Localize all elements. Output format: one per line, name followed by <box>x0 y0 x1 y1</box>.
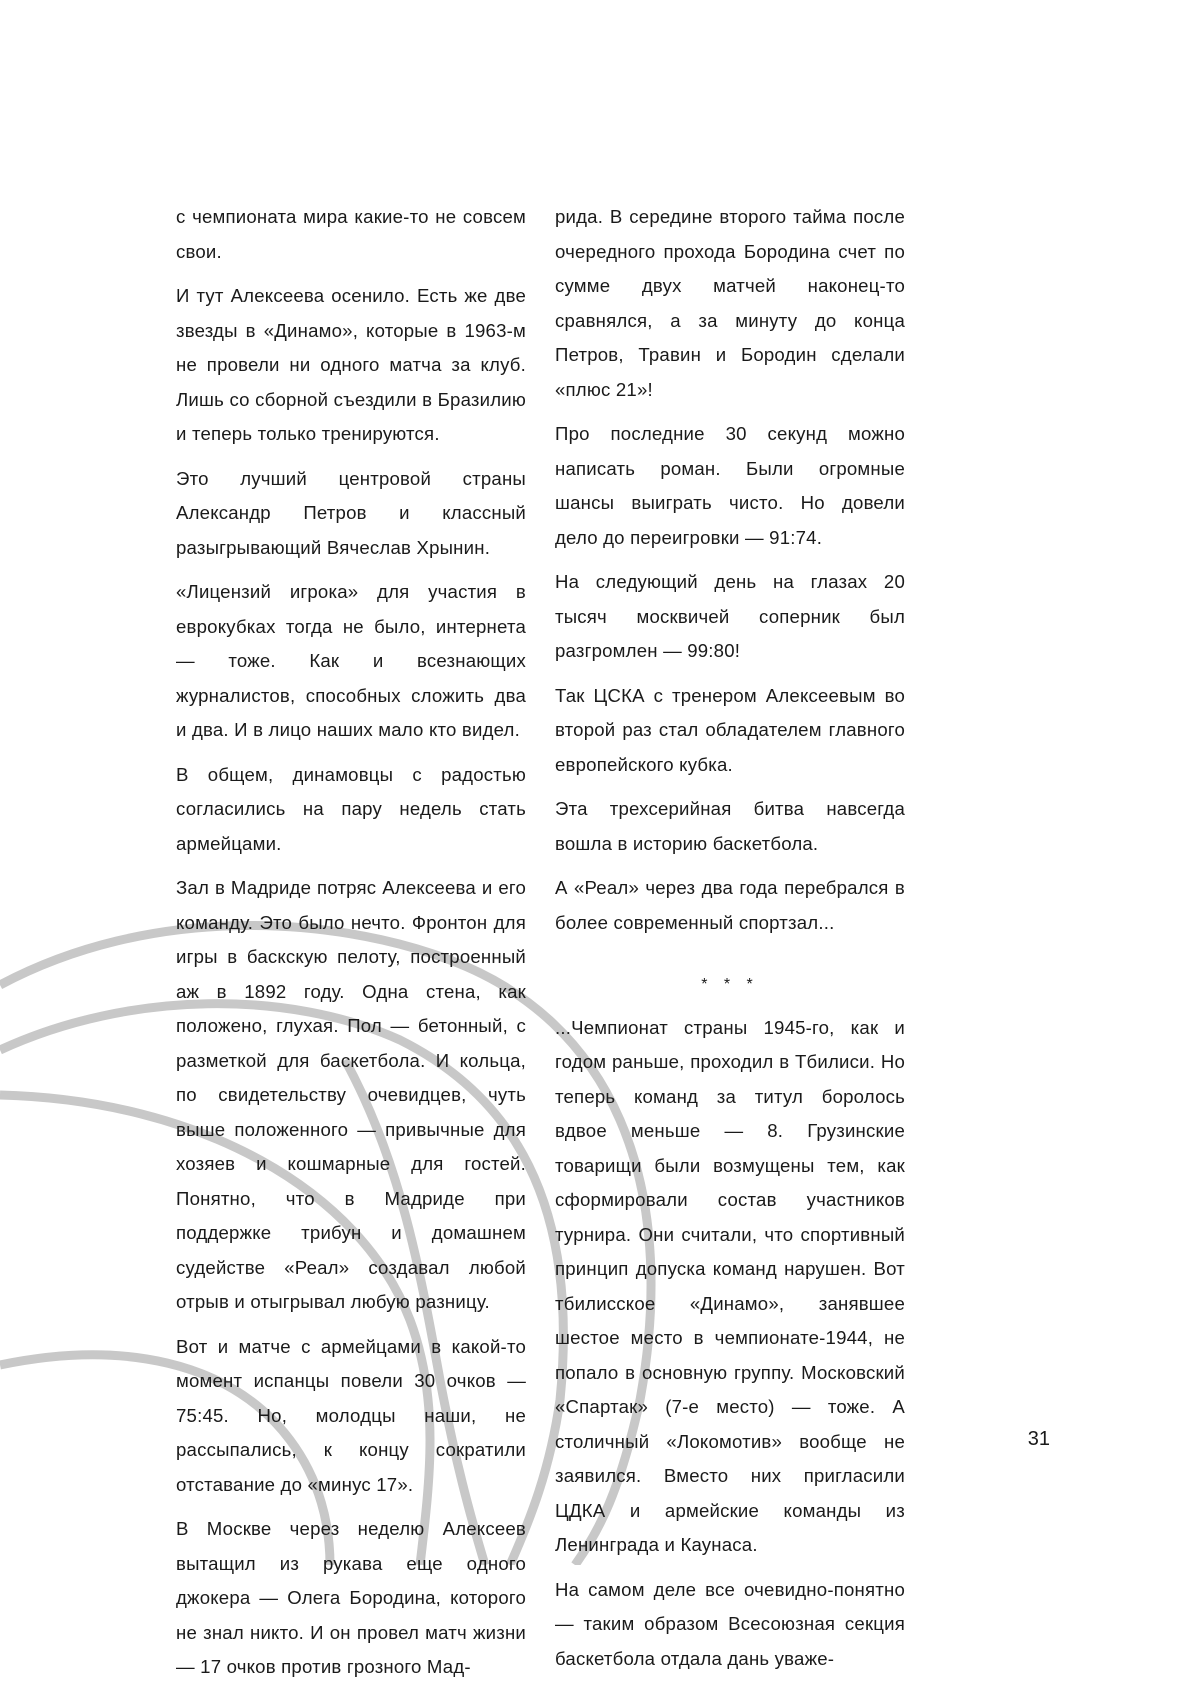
section-separator: * * * <box>701 976 759 993</box>
right-text-column <box>555 200 905 1686</box>
paragraph: Это лучший центровой страны Александр Петров и классный разыгрывающий Вячеслав Хрынин. <box>176 467 526 558</box>
left-text-column <box>176 200 526 1695</box>
paragraph: ...Чемпионат страны 1945-го, как и годом раньше, проходил в Тбилиси. Но теперь команд за титул боролось вдвое меньше — 8. Грузинские товарищи были возмущены тем, как сформировали состав участников турнира. Они считали, что спортивный принцип допуска команд нарушен. Вот тбилисское «Динамо», занявшее шестое место в чемпионате-1944, не попало в основную группу. Московский «Спартак» (7-е место) — тоже. А столичный «Локомотив» вообще не заявился. Вместо них пригласили ЦДКА и армейские команды из Ленинграда и Каунаса. <box>555 1016 905 1555</box>
paragraph: с чемпионата мира какие-то не совсем свои. <box>176 206 526 262</box>
paragraph: Эта трехсерийная битва навсегда вошла в историю баскетбола. <box>555 798 905 854</box>
paragraph: И тут Алексеева осенило. Есть же две звезды в «Динамо», которые в 1963-м не провели ни одного матча за клуб. Лишь со сборной съездили в Бразилию и теперь только тренируются. <box>176 285 526 444</box>
paragraph: А «Реал» через два года перебрался в более современный спортзал... <box>555 877 905 933</box>
paragraph: В Москве через неделю Алексеев вытащил из рукава еще одного джокера — Олега Бородина, которого не знал никто. И он провел матч жизни — 17 очков против грозного Мад- <box>176 1518 526 1677</box>
paragraph: рида. В середине второго тайма после очередного прохода Бородина счет по сумме двух матчей наконец-то сравнялся, а за минуту до конца Петров, Травин и Бородин сделали «плюс 21»! <box>555 206 905 400</box>
paragraph: На следующий день на глазах 20 тысяч москвичей соперник был разгромлен — 99:80! <box>555 571 905 661</box>
paragraph: Про последние 30 секунд можно написать роман. Были огромные шансы выиграть чисто. Но довели дело до переигровки — 91:74. <box>555 423 905 548</box>
paragraph: «Лицензий игрока» для участия в еврокубках тогда не было, интернета — тоже. Как и всезнающих журналистов, способных сложить два и два. И в лицо наших мало кто видел. <box>176 581 526 740</box>
paragraph: В общем, динамовцы с радостью согласились на пару недель стать армейцами. <box>176 763 526 854</box>
paragraph: Так ЦСКА с тренером Алексеевым во второй раз стал обладателем главного европейского кубка. <box>555 684 905 775</box>
paragraph: Вот и матче с армейцами в какой-то момент испанцы повели 30 очков — 75:45. Но, молодцы наши, не рассыпались, к концу сократили отставание до «минус 17». <box>176 1335 526 1495</box>
paragraph: Зал в Мадриде потряс Алексеева и его команду. Это было нечто. Фронтон для игры в баскскую пелоту, построенный аж в 1892 году. Одна стена, как положено, глухая. Пол — бетонный, с разметкой для баскетбола. И кольца, по свидетельству очевидцев, чуть выше положенного — привычные для хозяев и кошмарные для гостей. Понятно, что в Мадриде при поддержке трибун и домашнем судействе «Реал» создавал любой отрыв и отыгрывал любую разницу. <box>176 877 526 1312</box>
page-number: 31 <box>1027 1428 1050 1450</box>
paragraph: На самом деле все очевидно-понятно — таким образом Всесоюзная секция баскетбола отдала дань уваже- <box>555 1578 905 1669</box>
